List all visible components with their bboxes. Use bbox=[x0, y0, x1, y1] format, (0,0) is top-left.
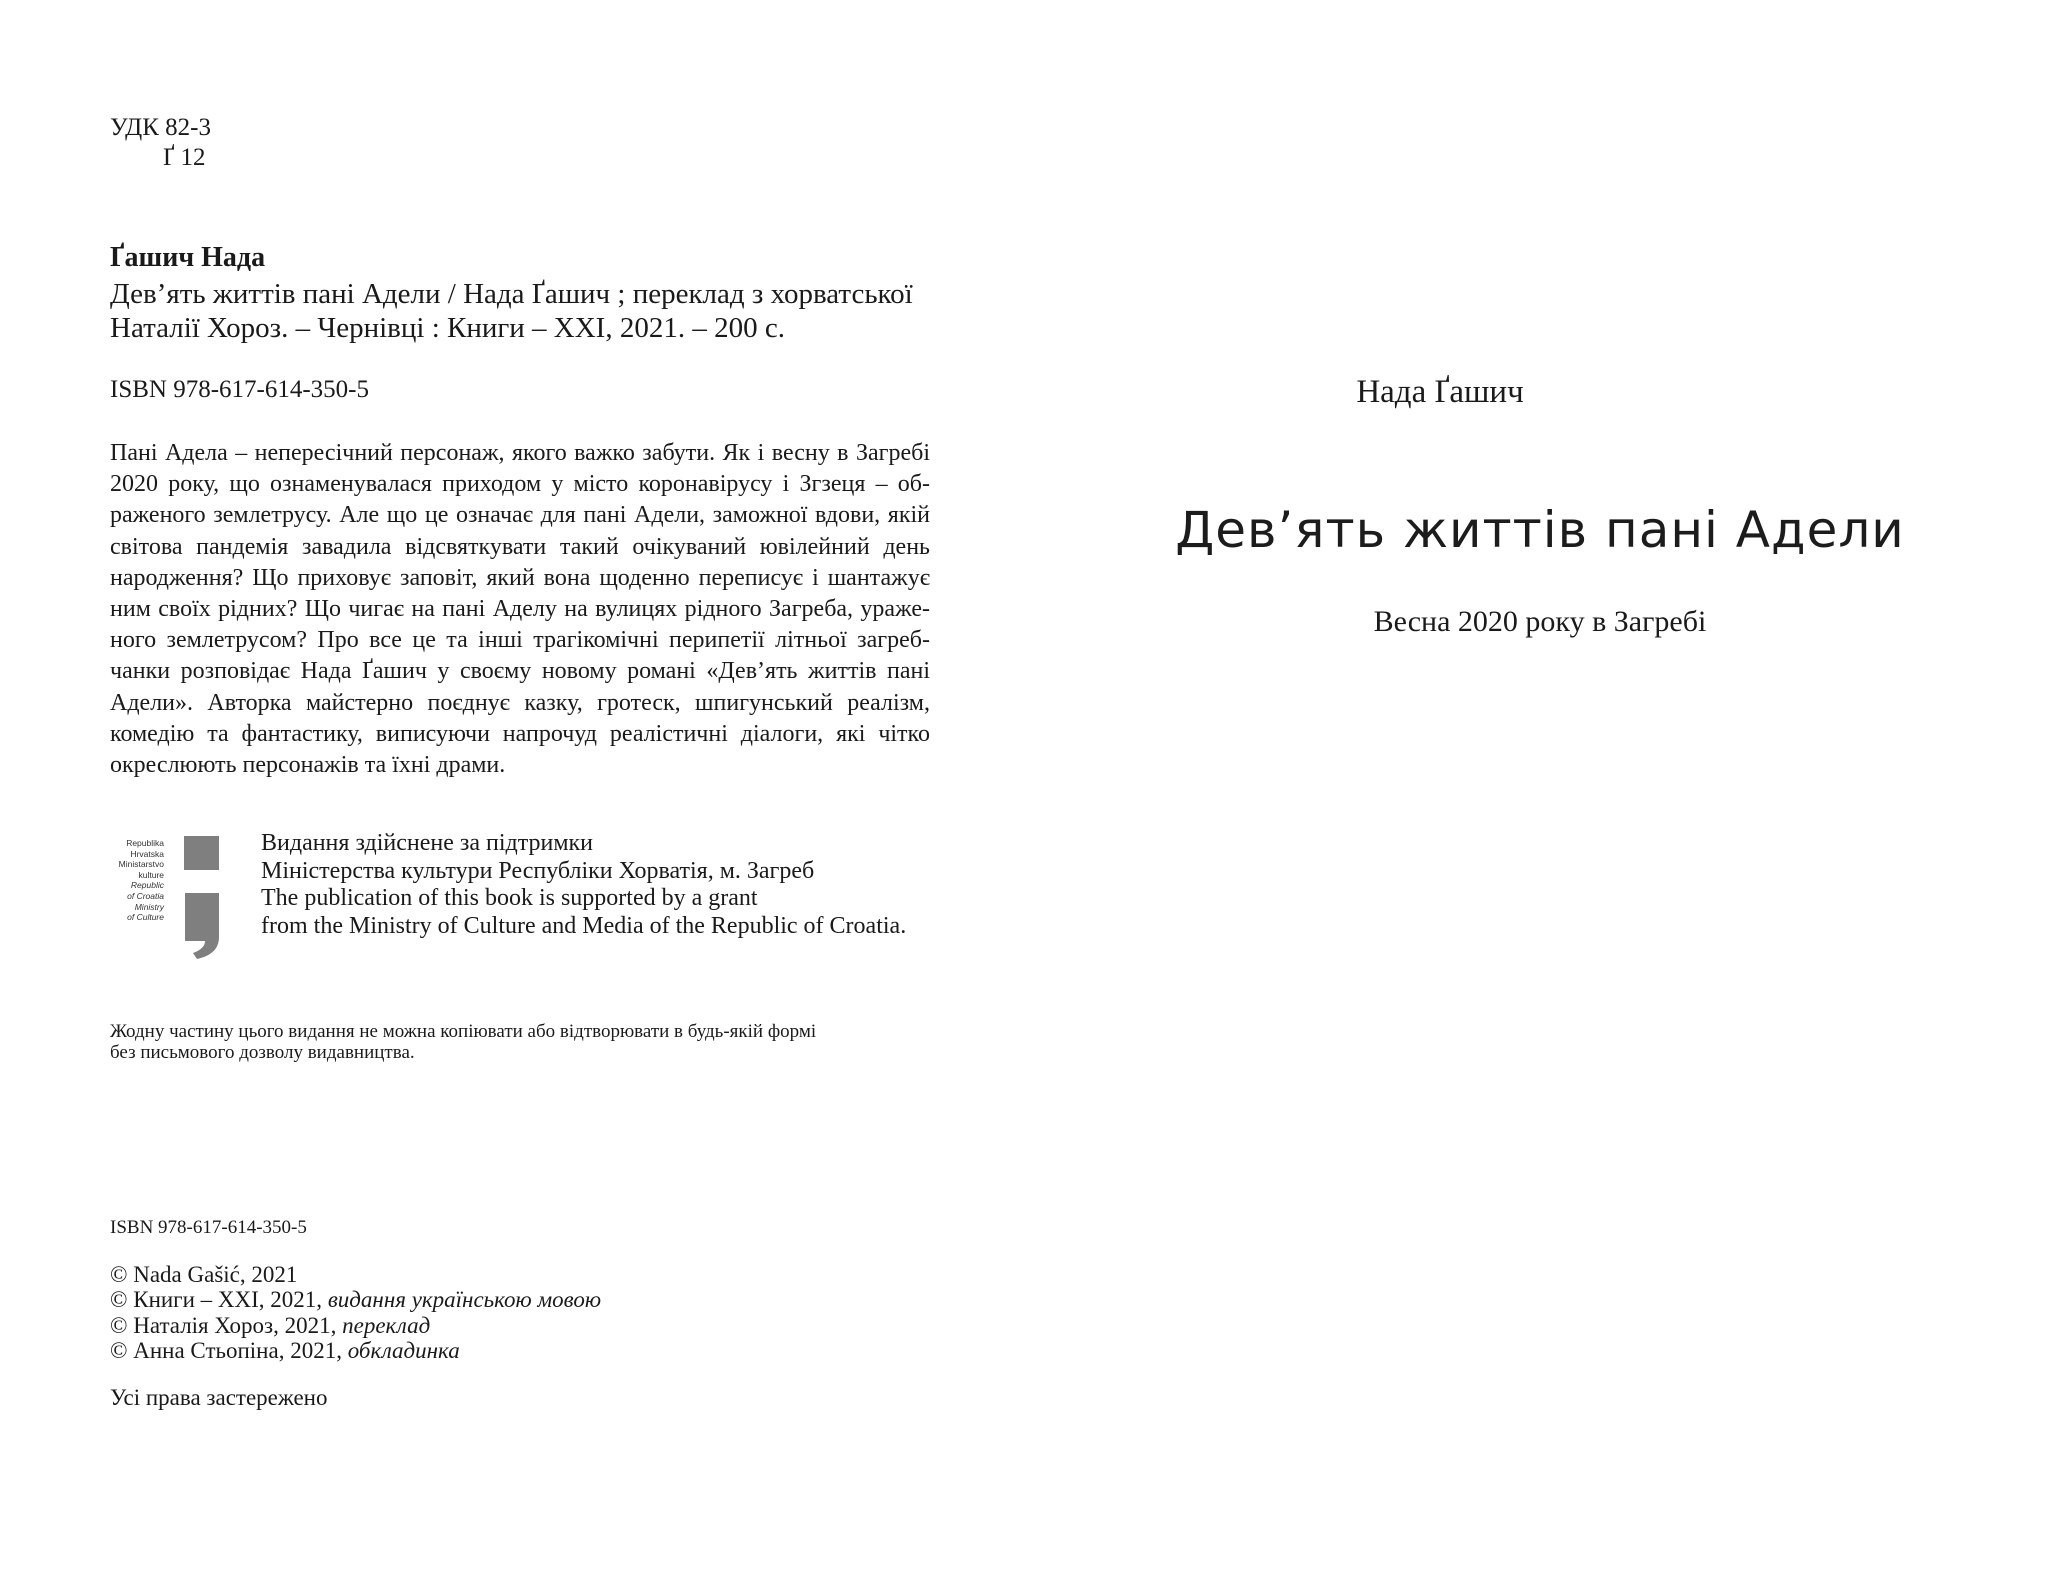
copy-restriction-note bbox=[110, 1021, 816, 1063]
logo-line: Ministry bbox=[134, 901, 164, 912]
bib-line: Дев’ять життів пані Адели / Нада Ґашич ; переклад з хорватської bbox=[110, 278, 913, 310]
copyright-line bbox=[110, 1338, 601, 1363]
logo-line: kulture bbox=[138, 869, 164, 880]
catalog-author: Ґашич Нада bbox=[110, 242, 266, 273]
annotation-line: окреслюють персонажів та їхні драми. bbox=[110, 752, 506, 779]
copy-note-line: без письмового дозволу видавництва. bbox=[110, 1042, 415, 1063]
copyright-role: обкладинка bbox=[347, 1338, 460, 1364]
copyright-list bbox=[110, 1262, 601, 1364]
title-page-author: Нада Ґашич bbox=[1356, 374, 1524, 410]
title-page-title: Дев’ять життів пані Адели bbox=[1175, 501, 1905, 559]
copy-note-line: Жодну частину цього видання не можна копіювати або відтворювати в будь-якій формі bbox=[110, 1021, 817, 1042]
annotation-line: 2020 року, що ознаменувалася приходом у місто коронавірусу і Згзеця – об- bbox=[110, 471, 930, 498]
logo-line: Republic bbox=[130, 880, 164, 891]
udk-author-mark: Ґ 12 bbox=[163, 144, 206, 171]
annotation-line: комедію та фантастику, виписуючи напрочуд реалістичні діалоги, які чітко bbox=[110, 720, 930, 747]
copyright-holder: © Книги – ХХІ, 2021, bbox=[110, 1287, 328, 1313]
support-statement bbox=[261, 830, 906, 940]
catalog-bibliographic-record bbox=[110, 277, 930, 345]
copyright-line bbox=[110, 1262, 601, 1287]
logo-line: Republika bbox=[126, 838, 164, 848]
all-rights-reserved: Усі права застережено bbox=[110, 1385, 328, 1410]
logo-line: Ministarstvo bbox=[118, 859, 164, 870]
copyright-holder: © Анна Стьопіна, 2021, bbox=[110, 1338, 348, 1364]
annotation-line: Пані Адела – непересічний персонаж, якого важко забути. Як і весну в Загребі bbox=[110, 440, 930, 466]
support-line: The publication of this book is supported by a grant bbox=[261, 885, 758, 912]
isbn-bottom: ISBN 978-617-614-350-5 bbox=[110, 1217, 307, 1238]
annotation bbox=[110, 438, 930, 781]
copyright-role: переклад bbox=[342, 1312, 431, 1338]
copyright-line bbox=[110, 1287, 601, 1312]
annotation-line: Адели». Авторка майстерно поєднує казку, гротеск, шпигунський реалізм, bbox=[110, 689, 930, 716]
support-line: Видання здійснене за підтримки bbox=[261, 830, 594, 856]
bib-line: Наталії Хороз. – Чернівці : Книги – ХХІ, 2021. – 200 с. bbox=[110, 312, 785, 344]
support-line: Міністерства культури Республіки Хорватія, м. Загреб bbox=[261, 857, 815, 884]
annotation-line: світова пандемія завадила відсвяткувати такий очікуваний ювілейний день bbox=[110, 533, 930, 560]
annotation-line: ним своїх рідних? Що чигає на пані Аделу на вулицях рідного Загреба, ураже- bbox=[110, 596, 930, 623]
annotation-line: народження? Що приховує заповіт, який вона щоденно переписує і шантажує bbox=[110, 564, 930, 591]
ministry-logo-text bbox=[110, 838, 164, 923]
annotation-line: раженого землетрусу. Але що це означає для пані Адели, заможної вдови, якій bbox=[110, 502, 930, 529]
logo-line: of Culture bbox=[127, 912, 164, 923]
copyright-holder: © Наталія Хороз, 2021, bbox=[110, 1312, 343, 1338]
annotation-line: чанки розповідає Нада Ґашич у своєму новому романі «Дев’ять життів пані bbox=[110, 658, 930, 685]
udk-code bbox=[110, 113, 211, 173]
udk-line: УДК 82-3 bbox=[110, 114, 211, 141]
title-page-subtitle: Весна 2020 року в Загребі bbox=[1373, 605, 1707, 638]
support-line: from the Ministry of Culture and Media of the Republic of Croatia. bbox=[261, 912, 907, 939]
copyright-line bbox=[110, 1313, 601, 1338]
logo-line: of Croatia bbox=[127, 890, 164, 901]
annotation-line: ного землетрусом? Про все це та інші трагікомічні перипетії літньої загреб- bbox=[110, 627, 930, 654]
catalog-isbn: ISBN 978-617-614-350-5 bbox=[110, 376, 370, 403]
copyright-role: видання українською мовою bbox=[327, 1287, 602, 1313]
ministry-logo-comma-icon bbox=[183, 893, 221, 959]
copyright-holder: © Nada Gašić, 2021 bbox=[110, 1262, 298, 1287]
logo-line: Hrvatska bbox=[130, 848, 164, 859]
ministry-logo-square-icon bbox=[184, 836, 219, 870]
